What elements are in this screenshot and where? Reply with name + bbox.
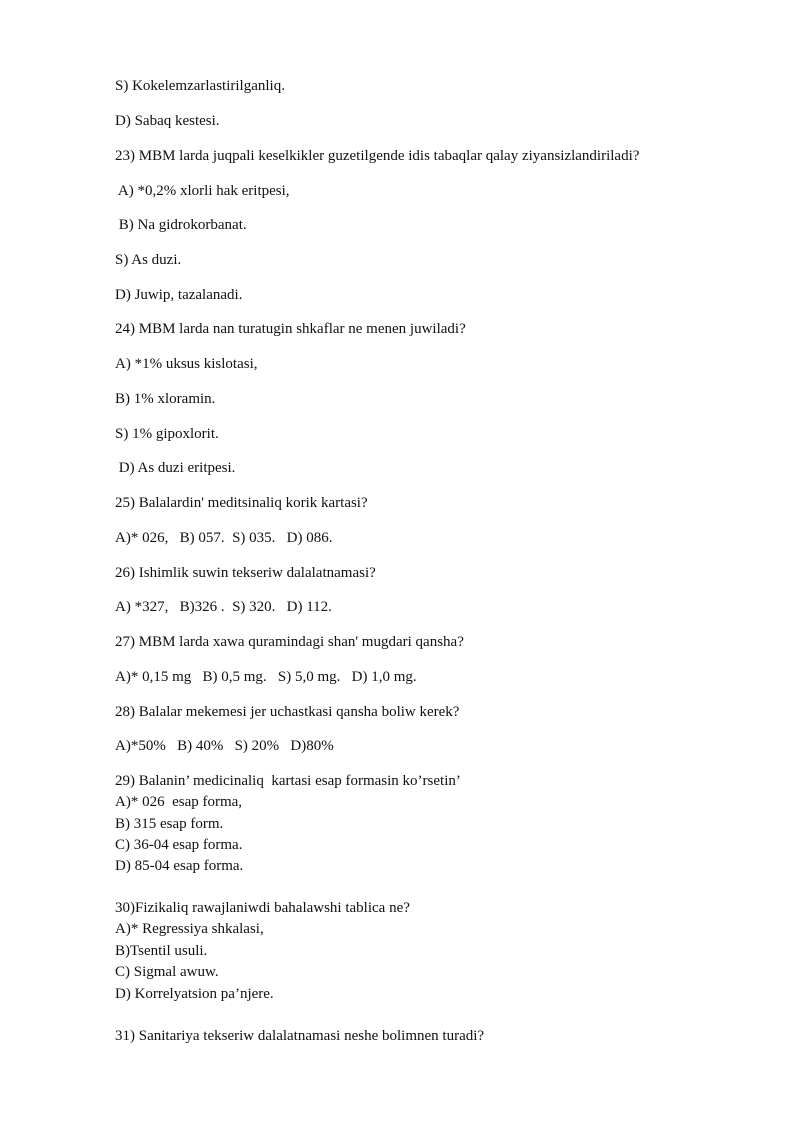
answer-option: D) Sabaq kestesi. xyxy=(115,113,220,129)
answer-option: S) As duzi. xyxy=(115,252,182,268)
question-23: 23) MBM larda juqpali keselkikler guzetilgende idis tabaqlar qalay ziyansizlandiriladi? xyxy=(115,148,640,164)
answer-option: S) 1% gipoxlorit. xyxy=(115,426,219,442)
answer-option: D) Korrelyatsion pa’njere. xyxy=(115,986,274,1002)
answer-option: S) Kokelemzarlastirilganliq. xyxy=(115,78,285,94)
answer-option: A)* 026 esap forma, xyxy=(115,794,243,810)
question-29: 29) Balanin’ medicinaliq kartasi esap formasin ko’rsetin’ xyxy=(115,773,461,789)
question-26: 26) Ishimlik suwin tekseriw dalalatnamasi? xyxy=(115,565,376,581)
answer-option: B) 1% xloramin. xyxy=(115,391,216,407)
answer-options-row: A)* 0,15 mg B) 0,5 mg. S) 5,0 mg. D) 1,0 mg. xyxy=(115,669,417,685)
answer-option: A) *0,2% xlorli hak eritpesi, xyxy=(115,183,290,199)
answer-option: D) Juwip, tazalanadi. xyxy=(115,287,243,303)
answer-options-row: A)* 026, B) 057. S) 035. D) 086. xyxy=(115,530,333,546)
answer-option: B) 315 esap form. xyxy=(115,816,224,832)
answer-option: C) Sigmal awuw. xyxy=(115,964,219,980)
question-24: 24) MBM larda nan turatugin shkaflar ne menen juwiladi? xyxy=(115,321,466,337)
answer-option: C) 36-04 esap forma. xyxy=(115,837,243,853)
answer-option: A) *1% uksus kislotasi, xyxy=(115,356,258,372)
answer-options-row: A)*50% B) 40% S) 20% D)80% xyxy=(115,738,334,754)
answer-option: A)* Regressiya shkalasi, xyxy=(115,921,264,937)
question-30: 30)Fizikaliq rawajlaniwdi bahalawshi tablica ne? xyxy=(115,900,410,916)
answer-option: B)Tsentil usuli. xyxy=(115,943,208,959)
answer-option: D) 85-04 esap forma. xyxy=(115,858,244,874)
answer-option: B) Na gidrokorbanat. xyxy=(115,217,247,233)
answer-options-row: A) *327, B)326 . S) 320. D) 112. xyxy=(115,599,332,615)
question-31: 31) Sanitariya tekseriw dalalatnamasi neshe bolimnen turadi? xyxy=(115,1028,485,1044)
question-28: 28) Balalar mekemesi jer uchastkasi qansha boliw kerek? xyxy=(115,704,460,720)
answer-option: D) As duzi eritpesi. xyxy=(115,460,236,476)
question-25: 25) Balalardin' meditsinaliq korik kartasi? xyxy=(115,495,368,511)
question-27: 27) MBM larda xawa quramindagi shan' mugdari qansha? xyxy=(115,634,464,650)
